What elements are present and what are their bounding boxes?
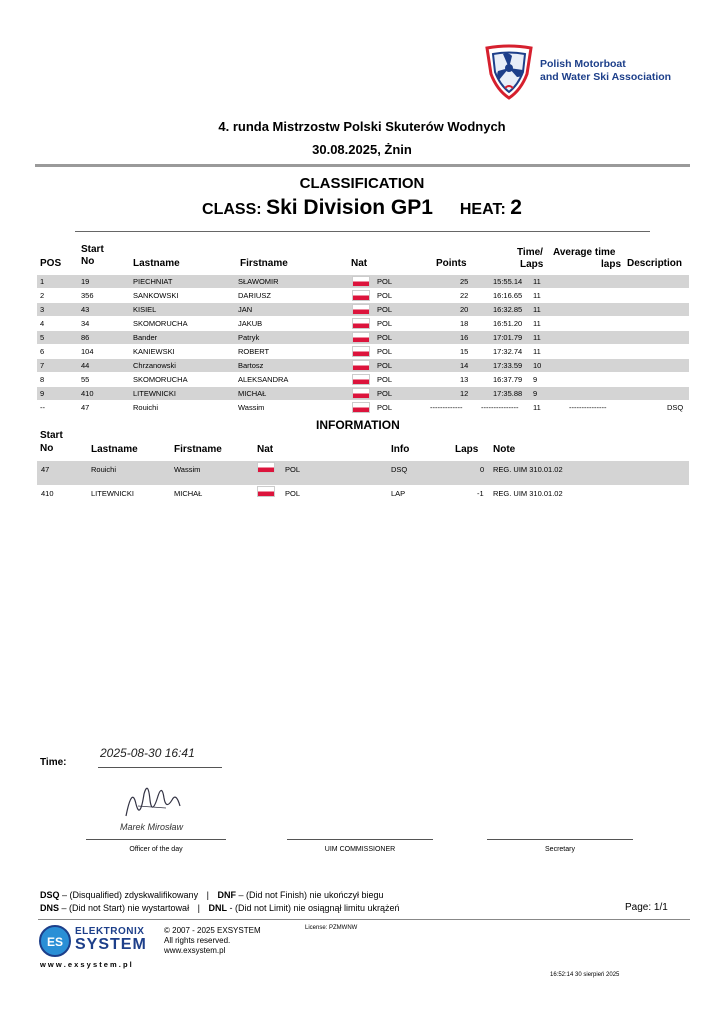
info-col-firstname: Firstname <box>174 444 222 455</box>
footer-divider <box>38 919 690 920</box>
col-start: Start <box>81 244 104 255</box>
information-heading: INFORMATION <box>316 418 400 432</box>
commissioner-label: UIM COMMISSIONER <box>324 846 396 853</box>
col-firstname: Firstname <box>240 258 288 269</box>
association-name: Polish Motorboat and Water Ski Association <box>540 58 672 83</box>
poland-flag-icon <box>352 276 370 287</box>
info-col-laps: Laps <box>455 444 479 455</box>
event-date-place: 30.08.2025, Żnin <box>312 142 412 157</box>
poland-flag-icon <box>257 486 275 497</box>
time-line <box>98 767 222 768</box>
col-nat: Nat <box>351 258 368 269</box>
table-row: 8 55 SKOMORUCHA ALEKSANDRA POL 13 16:37.79 9 <box>40 375 538 384</box>
poland-flag-icon <box>352 290 370 301</box>
poland-flag-icon <box>352 388 370 399</box>
poland-flag-icon <box>352 332 370 343</box>
time-value: 2025-08-30 16:41 <box>100 746 195 760</box>
svg-text:ES: ES <box>46 935 64 949</box>
table-row: 6 104 KANIEWSKI ROBERT POL 15 17:32.74 11 <box>40 347 541 356</box>
table-row: 410 LITEWNICKI MICHAŁ POL LAP -1 REG. UIM 310.01.02 <box>37 485 689 509</box>
footer-website: w w w . e x s y s t e m . p l <box>40 960 132 969</box>
table-row: 9 410 LITEWNICKI MICHAŁ POL 12 17:35.88 9 <box>37 387 689 400</box>
footer-copyright: © 2007 - 2025 EXSYSTEM All rights reserved. www.exsystem.pl <box>164 926 261 955</box>
officer-label: Officer of the day <box>129 846 183 853</box>
info-col-note: Note <box>493 444 516 455</box>
class-heat-line <box>0 196 724 220</box>
exsystem-logo <box>38 924 72 963</box>
table-row: 7 44 Chrzanowski Bartosz POL 14 17:33.59 10 <box>37 359 689 372</box>
header-divider <box>35 164 690 167</box>
col-pos: POS <box>40 258 62 269</box>
class-value: Ski Division GP1 <box>266 196 433 219</box>
info-col-start: Start <box>40 430 63 441</box>
table-row: 4 34 SKOMORUCHA JAKUB POL 18 16:51.20 11 <box>40 319 541 328</box>
officer-signature <box>118 776 188 826</box>
exsystem-globe-icon <box>38 924 72 958</box>
table-row: 3 43 KISIEL JAN POL 20 16:32.85 11 <box>37 303 689 316</box>
col-no: No <box>81 256 95 267</box>
event-title: 4. runda Mistrzostw Polski Skuterów Wodnych <box>218 119 506 134</box>
class-underline <box>75 231 650 232</box>
poland-flag-icon <box>352 318 370 329</box>
class-label: CLASS: <box>202 201 262 218</box>
col-lastname: Lastname <box>133 258 180 269</box>
legend-line-1: DSQ – (Disqualified) zdyskwalifikowany | DNF – (Did not Finish) nie ukończył biegu <box>40 890 384 900</box>
poland-flag-icon <box>352 402 370 413</box>
legend-line-2: DNS – (Did not Start) nie wystartował | DNL - (Did not Limit) nie osiągnął limitu ukrążeń <box>40 903 400 913</box>
time-label: Time: <box>40 757 67 768</box>
heat-value: 2 <box>510 196 522 219</box>
page-number: Page: 1/1 <box>625 902 668 913</box>
info-col-lastname: Lastname <box>91 444 138 455</box>
secretary-label: Secretary <box>545 846 575 853</box>
table-row: 47 Rouichi Wassim POL DSQ 0 REG. UIM 310.01.02 <box>37 461 689 485</box>
col-avg-laps: laps <box>601 259 622 270</box>
heat-label: HEAT: <box>459 201 506 218</box>
poland-flag-icon <box>352 360 370 371</box>
print-timestamp: 16:52:14 30 sierpień 2025 <box>550 972 620 978</box>
table-row: 1 19 PIECHNIAT SŁAWOMIR POL 25 15:55.14 11 <box>37 275 689 288</box>
poland-flag-icon <box>352 374 370 385</box>
footer-license: License: PZMWNW <box>305 925 358 931</box>
poland-flag-icon <box>352 304 370 315</box>
info-col-no: No <box>40 443 54 454</box>
col-avg-time: Average time <box>553 247 616 258</box>
col-description: Description <box>627 258 683 269</box>
secretary-line <box>487 839 633 840</box>
association-logo <box>483 44 535 100</box>
commissioner-line <box>287 839 433 840</box>
poland-flag-icon <box>257 462 275 473</box>
officer-line <box>86 839 226 840</box>
col-points: Points <box>436 258 467 269</box>
table-row: 5 86 Bander Patryk POL 16 17:01.79 11 <box>37 331 689 344</box>
classification-heading: CLASSIFICATION <box>299 175 425 192</box>
info-col-nat: Nat <box>257 444 274 455</box>
col-time: Time/ <box>517 247 543 258</box>
poland-flag-icon <box>352 346 370 357</box>
col-laps: Laps <box>520 259 544 270</box>
association-emblem-icon <box>483 44 535 100</box>
exsystem-brand: ELEKTRONIX SYSTEM <box>75 926 147 953</box>
officer-name: Marek Mirosław <box>120 822 184 832</box>
table-row: 2 356 SANKOWSKI DARIUSZ POL 22 16:16.65 11 <box>40 291 541 300</box>
info-col-info: Info <box>391 444 410 455</box>
table-row: -- 47 Rouichi Wassim POL ------------- --------------- 11 --------------- DSQ <box>40 403 684 412</box>
